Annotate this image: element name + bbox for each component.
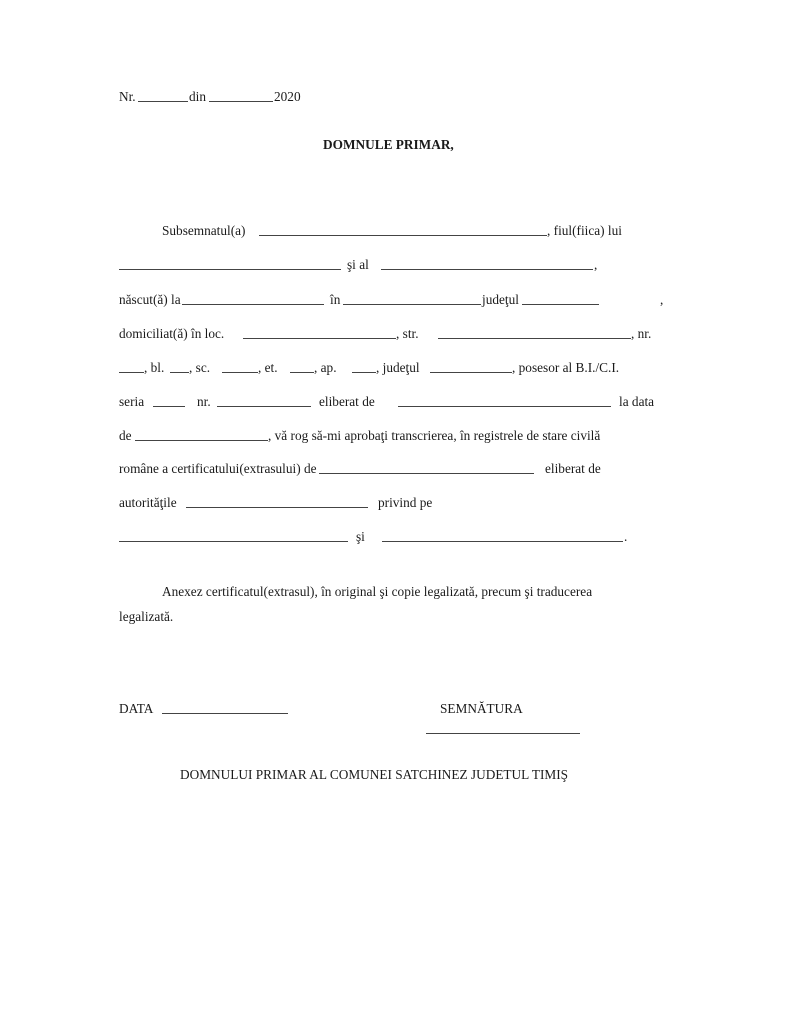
in-label: în bbox=[330, 292, 341, 307]
annex-text-1: Anexez certificatul(extrasul), în original şi copie legalizată, precum şi traducerea bbox=[162, 584, 593, 599]
et-label: , et. bbox=[258, 360, 278, 375]
eliberat-de-label: eliberat de bbox=[319, 394, 375, 409]
semnatura-label: SEMNĂTURA bbox=[440, 701, 523, 716]
nr-label: Nr. bbox=[119, 89, 136, 104]
eliberat-de-label-2: eliberat de bbox=[545, 461, 601, 476]
la-data-label: la data bbox=[619, 394, 655, 409]
ap-label: , ap. bbox=[314, 360, 337, 375]
addressee: DOMNULUI PRIMAR AL COMUNEI SATCHINEZ JUDETUL TIMIŞ bbox=[180, 767, 569, 782]
staircase-field[interactable] bbox=[222, 359, 258, 373]
issued-by-field[interactable] bbox=[398, 393, 611, 407]
street-field[interactable] bbox=[438, 325, 631, 339]
locality-field[interactable] bbox=[243, 325, 396, 339]
de-label: de bbox=[119, 428, 132, 443]
county-field[interactable] bbox=[430, 359, 512, 373]
period: . bbox=[624, 529, 628, 544]
nr-label-3: nr. bbox=[197, 394, 211, 409]
block-field[interactable] bbox=[170, 359, 189, 373]
nascut-label: născut(ă) la bbox=[119, 292, 181, 307]
domiciliat-label: domiciliat(ă) în loc. bbox=[119, 326, 225, 341]
floor-field[interactable] bbox=[290, 359, 314, 373]
fiul-fiica-label: , fiul(fiica) lui bbox=[547, 223, 622, 238]
authorities-field[interactable] bbox=[186, 494, 368, 508]
mother-name-field[interactable] bbox=[381, 256, 593, 270]
posesor-label: , posesor al B.I./C.I. bbox=[512, 360, 620, 375]
judetul-label-2: , judeţul bbox=[376, 360, 420, 375]
id-series-field[interactable] bbox=[153, 393, 185, 407]
nr-label-2: , nr. bbox=[631, 326, 652, 341]
salutation: DOMNULE PRIMAR, bbox=[323, 137, 454, 152]
subsemnatul-label: Subsemnatul(a) bbox=[162, 223, 246, 238]
full-name-field[interactable] bbox=[259, 222, 547, 236]
privind-pe-label: privind pe bbox=[378, 495, 433, 510]
birth-place-field[interactable] bbox=[343, 291, 481, 305]
person-2-field[interactable] bbox=[382, 528, 623, 542]
date-field[interactable] bbox=[209, 88, 273, 102]
str-label: , str. bbox=[396, 326, 419, 341]
bl-label: , bl. bbox=[144, 360, 165, 375]
si-al-label: şi al bbox=[347, 257, 369, 272]
id-number-field[interactable] bbox=[217, 393, 311, 407]
sc-label: , sc. bbox=[189, 360, 211, 375]
signing-date-field[interactable] bbox=[162, 700, 288, 714]
din-label: din bbox=[189, 89, 206, 104]
annex-text-2: legalizată. bbox=[119, 609, 174, 624]
judetul-label: judeţul bbox=[482, 292, 519, 307]
comma: , bbox=[660, 292, 664, 307]
signature-field[interactable] bbox=[426, 720, 580, 734]
year: 2020 bbox=[274, 89, 301, 104]
birth-date-field[interactable] bbox=[182, 291, 324, 305]
certificate-type-field[interactable] bbox=[319, 460, 534, 474]
autoritatile-label: autorităţile bbox=[119, 495, 177, 510]
comma: , bbox=[594, 257, 598, 272]
person-1-field[interactable] bbox=[119, 528, 348, 542]
issue-date-field[interactable] bbox=[135, 427, 268, 441]
father-name-field[interactable] bbox=[119, 256, 341, 270]
nr-field[interactable] bbox=[138, 88, 188, 102]
va-rog-text: , vă rog să-mi aprobaţi transcrierea, în registrele de stare civilă bbox=[268, 428, 601, 443]
data-label: DATA bbox=[119, 701, 154, 716]
birth-county-field[interactable] bbox=[522, 291, 599, 305]
romane-text: române a certificatului(extrasului) de bbox=[119, 461, 317, 476]
seria-label: seria bbox=[119, 394, 145, 409]
si-label: şi bbox=[356, 529, 365, 544]
apartment-field[interactable] bbox=[352, 359, 376, 373]
house-number-field[interactable] bbox=[119, 359, 144, 373]
